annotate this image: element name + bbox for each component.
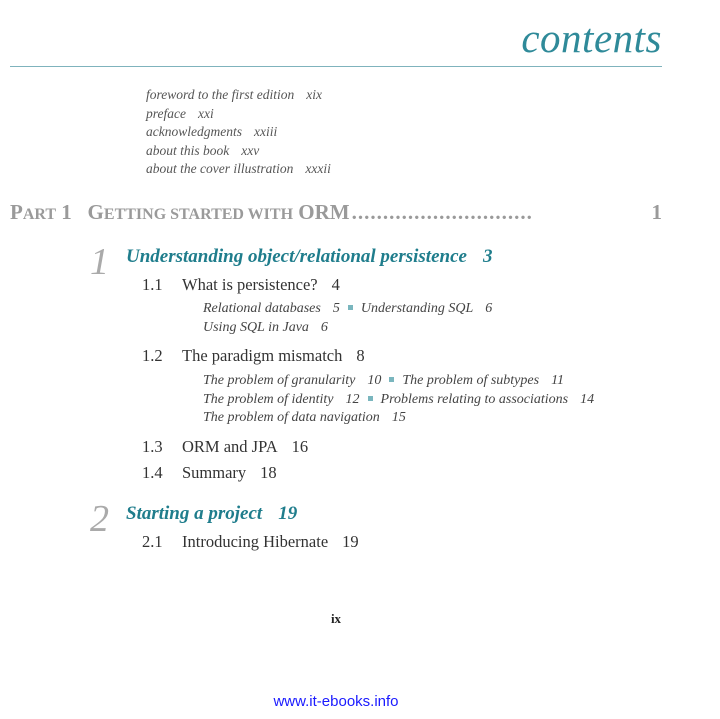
subsection-entry[interactable]: Understanding SQL 6: [360, 301, 493, 316]
part-leader-dots: .............................: [351, 200, 533, 224]
bullet-separator: [348, 305, 353, 310]
section-entry[interactable]: 1.1 What is persistence? 4: [142, 275, 340, 294]
subsection-entry[interactable]: The problem of identity 12: [203, 391, 360, 407]
chapter-title[interactable]: Understanding object/relational persistence 3: [126, 246, 493, 267]
bullet-separator: [368, 396, 373, 401]
subsection-list: [203, 372, 594, 428]
subsection-line: [203, 409, 594, 428]
subsection-entry[interactable]: The problem of granularity 10: [203, 373, 382, 388]
watermark-link[interactable]: www.it-ebooks.info: [273, 693, 399, 710]
section-entry[interactable]: 2.1 Introducing Hibernate 19: [142, 532, 359, 551]
chapter-number: 2: [90, 498, 109, 540]
subsection-entry[interactable]: Relational databases 5: [203, 301, 340, 316]
subsection-line: [203, 300, 492, 319]
subsection-entry[interactable]: The problem of subtypes 11: [402, 373, 565, 388]
toc-entry[interactable]: foreword to the first edition xix: [146, 87, 322, 102]
subsection-line: [203, 391, 594, 410]
section-entry[interactable]: 1.2 The paradigm mismatch 8: [142, 346, 365, 365]
page-title: contents: [521, 15, 662, 61]
subsection-line: [203, 319, 492, 338]
front-matter-list: [146, 86, 331, 179]
part-page: 1: [651, 200, 662, 224]
title-rule: [10, 66, 662, 67]
subsection-list: [203, 300, 492, 337]
toc-entry[interactable]: about this book xxv: [146, 142, 260, 158]
toc-entry[interactable]: preface xxi: [146, 105, 214, 121]
chapter-title[interactable]: Starting a project 19: [126, 503, 298, 524]
part-label: PART 1 GETTING STARTED WITH ORM: [10, 200, 350, 224]
subsection-entry[interactable]: Problems relating to associations 14: [380, 391, 595, 407]
toc-entry[interactable]: acknowledgments xxiii: [146, 124, 278, 139]
page-folio: ix: [330, 611, 342, 626]
bullet-separator: [389, 377, 394, 382]
subsection-entry[interactable]: Using SQL in Java 6: [203, 319, 328, 335]
subsection-entry[interactable]: The problem of data navigation 15: [203, 410, 406, 425]
part-heading[interactable]: [10, 200, 662, 225]
section-entry[interactable]: 1.3 ORM and JPA 16: [142, 437, 309, 456]
chapter-number: 1: [90, 241, 109, 283]
toc-entry[interactable]: about the cover illustration xxxii: [146, 161, 331, 176]
section-entry[interactable]: 1.4 Summary 18: [142, 463, 277, 482]
subsection-line: [203, 372, 594, 391]
